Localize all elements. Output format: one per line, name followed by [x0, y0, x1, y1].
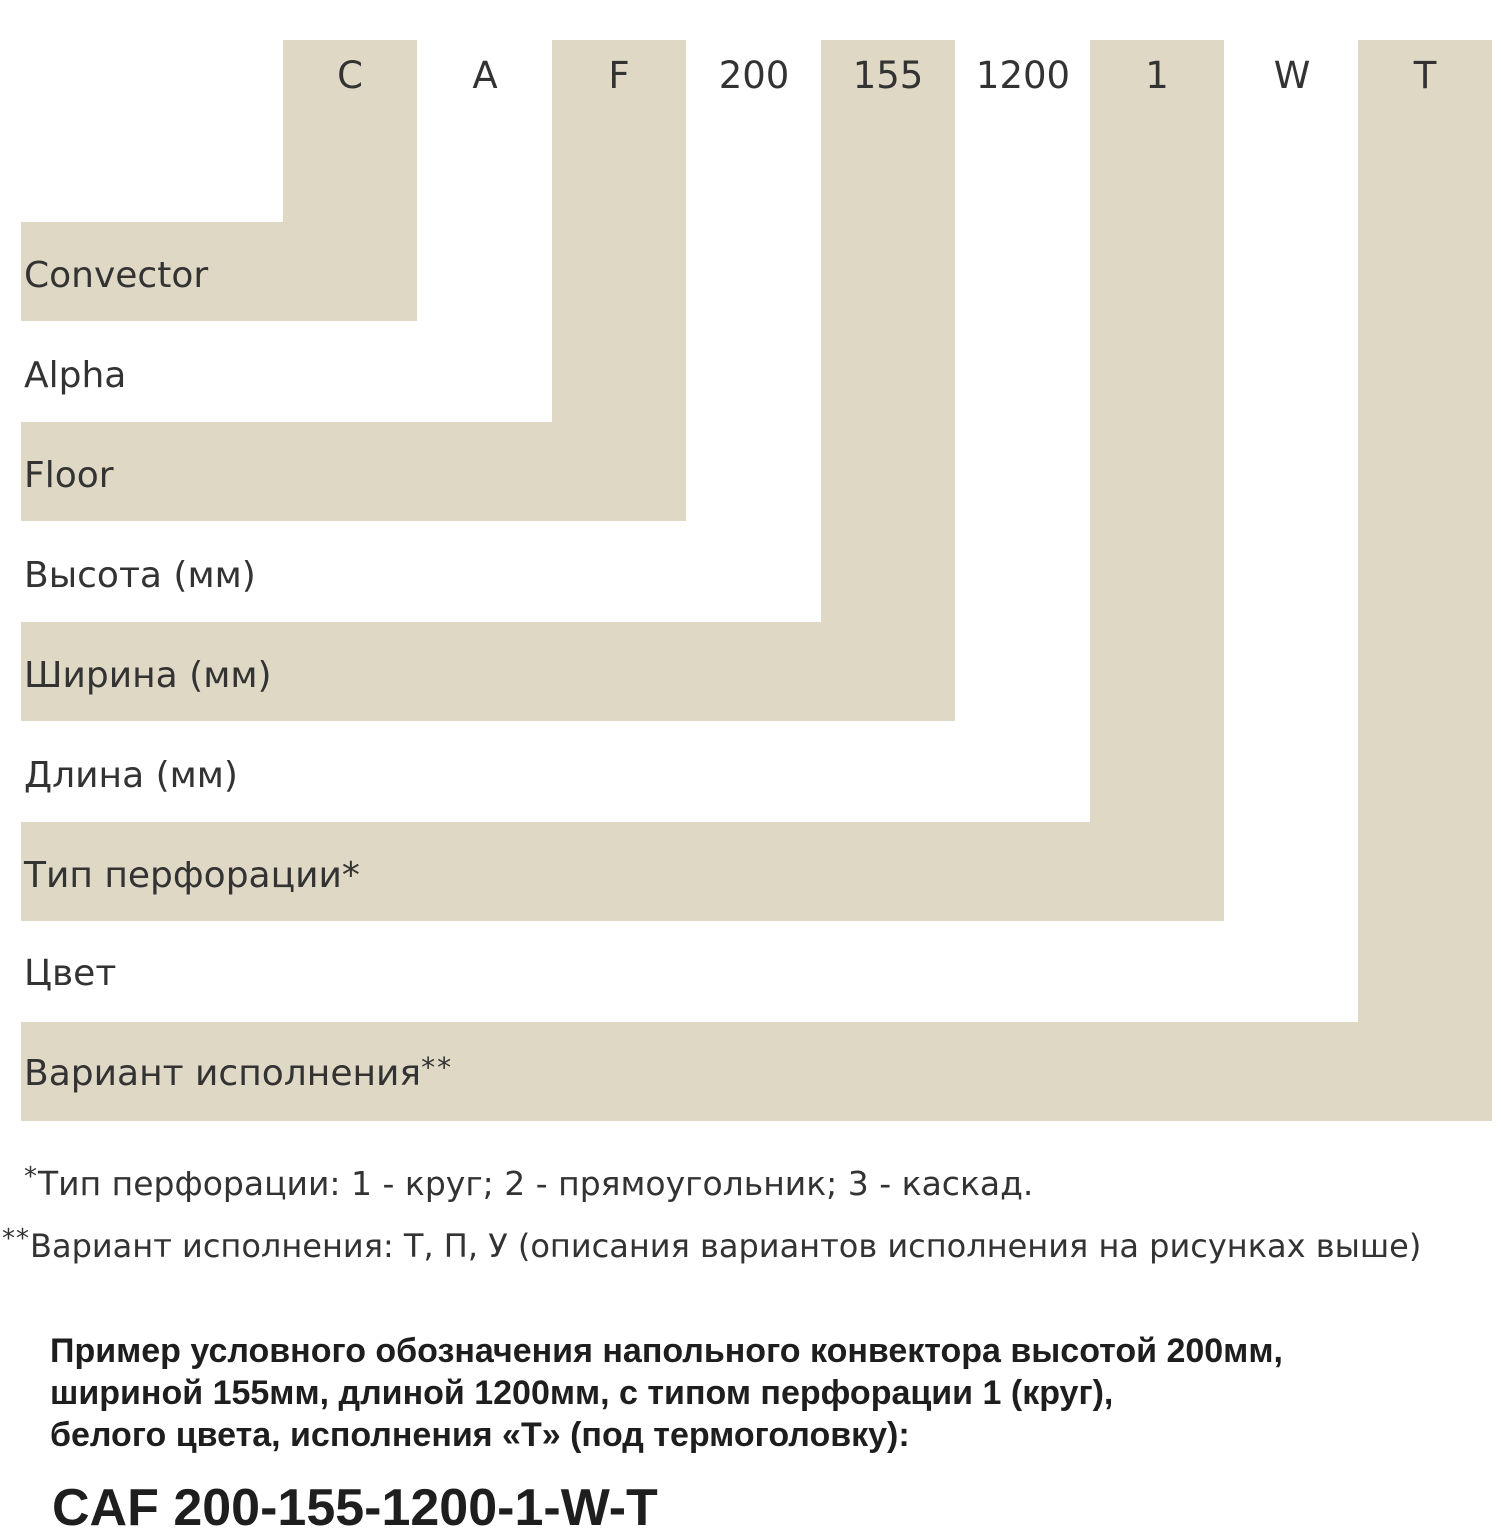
label-variant-text: Вариант исполнения: [24, 1053, 422, 1094]
label-width-text: Ширина (мм): [24, 655, 272, 696]
label-length: [24, 752, 238, 800]
code-variant: T: [1413, 54, 1437, 97]
code-length: 1200: [975, 54, 1071, 97]
label-perforation: [24, 852, 360, 900]
label-perforation-text: Тип перфорации: [24, 855, 342, 896]
footnote-variant-text: Вариант исполнения: Т, П, У (описания вариантов исполнения на рисунках выше): [30, 1227, 1422, 1265]
label-floor: [24, 452, 114, 500]
label-floor-text: Floor: [24, 455, 114, 496]
example-line-1: Пример условного обозначения напольного конвектора высотой 200мм,: [50, 1332, 1283, 1370]
code-convector: C: [337, 54, 363, 97]
label-height: [24, 552, 256, 600]
label-width: [24, 652, 272, 700]
footnote-perforation-text: Тип перфорации: 1 - круг; 2 - прямоугольник; 3 - каскад.: [38, 1164, 1034, 1203]
label-perforation-mark: *: [341, 855, 360, 896]
footnote-variant: [2, 1224, 1421, 1271]
code-alpha: A: [472, 54, 498, 97]
band-width: [821, 40, 955, 622]
label-convector-text: Convector: [24, 255, 209, 296]
example-designation: CAF 200-155-1200-1-W-T: [52, 1479, 658, 1533]
code-width: 155: [852, 54, 924, 97]
label-alpha-text: Alpha: [24, 355, 127, 396]
footnote-variant-mark: **: [2, 1224, 30, 1254]
label-convector: [24, 252, 208, 300]
label-height-text: Высота (мм): [24, 555, 256, 596]
label-variant-mark: **: [421, 1051, 454, 1084]
band-floor-row: [21, 422, 686, 521]
footnote-perforation-mark: *: [24, 1162, 38, 1192]
label-length-text: Длина (мм): [24, 755, 238, 796]
label-color: [24, 950, 116, 998]
label-alpha: [24, 352, 126, 400]
example-line-2: шириной 155мм, длиной 1200мм, с типом перфорации 1 (круг),: [50, 1374, 1114, 1412]
code-color: W: [1273, 54, 1311, 97]
example-line-3: белого цвета, исполнения «Т» (под термоголовку):: [50, 1416, 910, 1454]
label-variant: [24, 1050, 453, 1100]
code-height: 200: [718, 54, 790, 97]
code-floor: F: [608, 54, 630, 97]
band-perforation: [1090, 40, 1224, 822]
band-variant: [1358, 40, 1492, 1022]
footnote-perforation: [24, 1162, 1033, 1209]
code-perforation: 1: [1145, 54, 1169, 97]
label-color-text: Цвет: [24, 953, 117, 994]
